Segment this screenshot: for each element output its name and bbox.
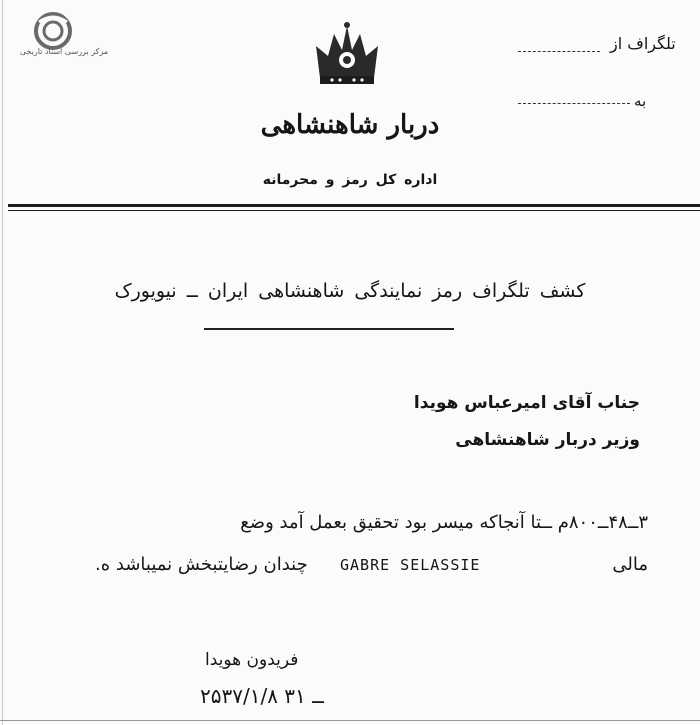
header-divider-thin — [8, 210, 700, 211]
telegram-to-line — [518, 103, 630, 104]
body-line-2-end: چندان رضایتبخش نمیباشد ه. — [95, 554, 308, 575]
crown-icon — [312, 20, 382, 90]
signature: فریدون هویدا — [205, 650, 299, 670]
body-line-2-start: مالی — [612, 554, 648, 575]
court-title: دربار شاهنشاهی — [260, 110, 440, 140]
page-left-edge — [2, 0, 3, 725]
telegram-title: کشف تلگراف رمز نمایندگی شاهنشاهی ایران ــ نیویورک — [114, 280, 586, 302]
addressee-name: جناب آقای امیرعباس هویدا — [413, 393, 640, 413]
header-divider — [8, 204, 700, 207]
telegram-to-label: به — [634, 92, 647, 110]
title-underline — [204, 328, 454, 330]
addressee-title: وزیر دربار شاهنشاهی — [455, 430, 640, 450]
reference-date: ۲۵۳۷/۱/۸ ــ ۳۱ — [200, 684, 324, 708]
body-line-2-name: GABRE SELASSIE — [340, 556, 481, 574]
watermark-text: مرکز بررسی اسناد تاریخی — [19, 47, 109, 56]
telegram-from-label: تلگراف از — [610, 34, 676, 53]
body-line-1: ۳ــ۴۸ــ۸۰۰م ــتا آنجاکه میسر بود تحقیق بعمل آمد وضع — [240, 512, 648, 533]
telegram-from-line — [518, 51, 600, 52]
page-bottom-edge — [0, 720, 700, 721]
department-name: اداره کل رمز و محرمانه — [262, 172, 438, 188]
